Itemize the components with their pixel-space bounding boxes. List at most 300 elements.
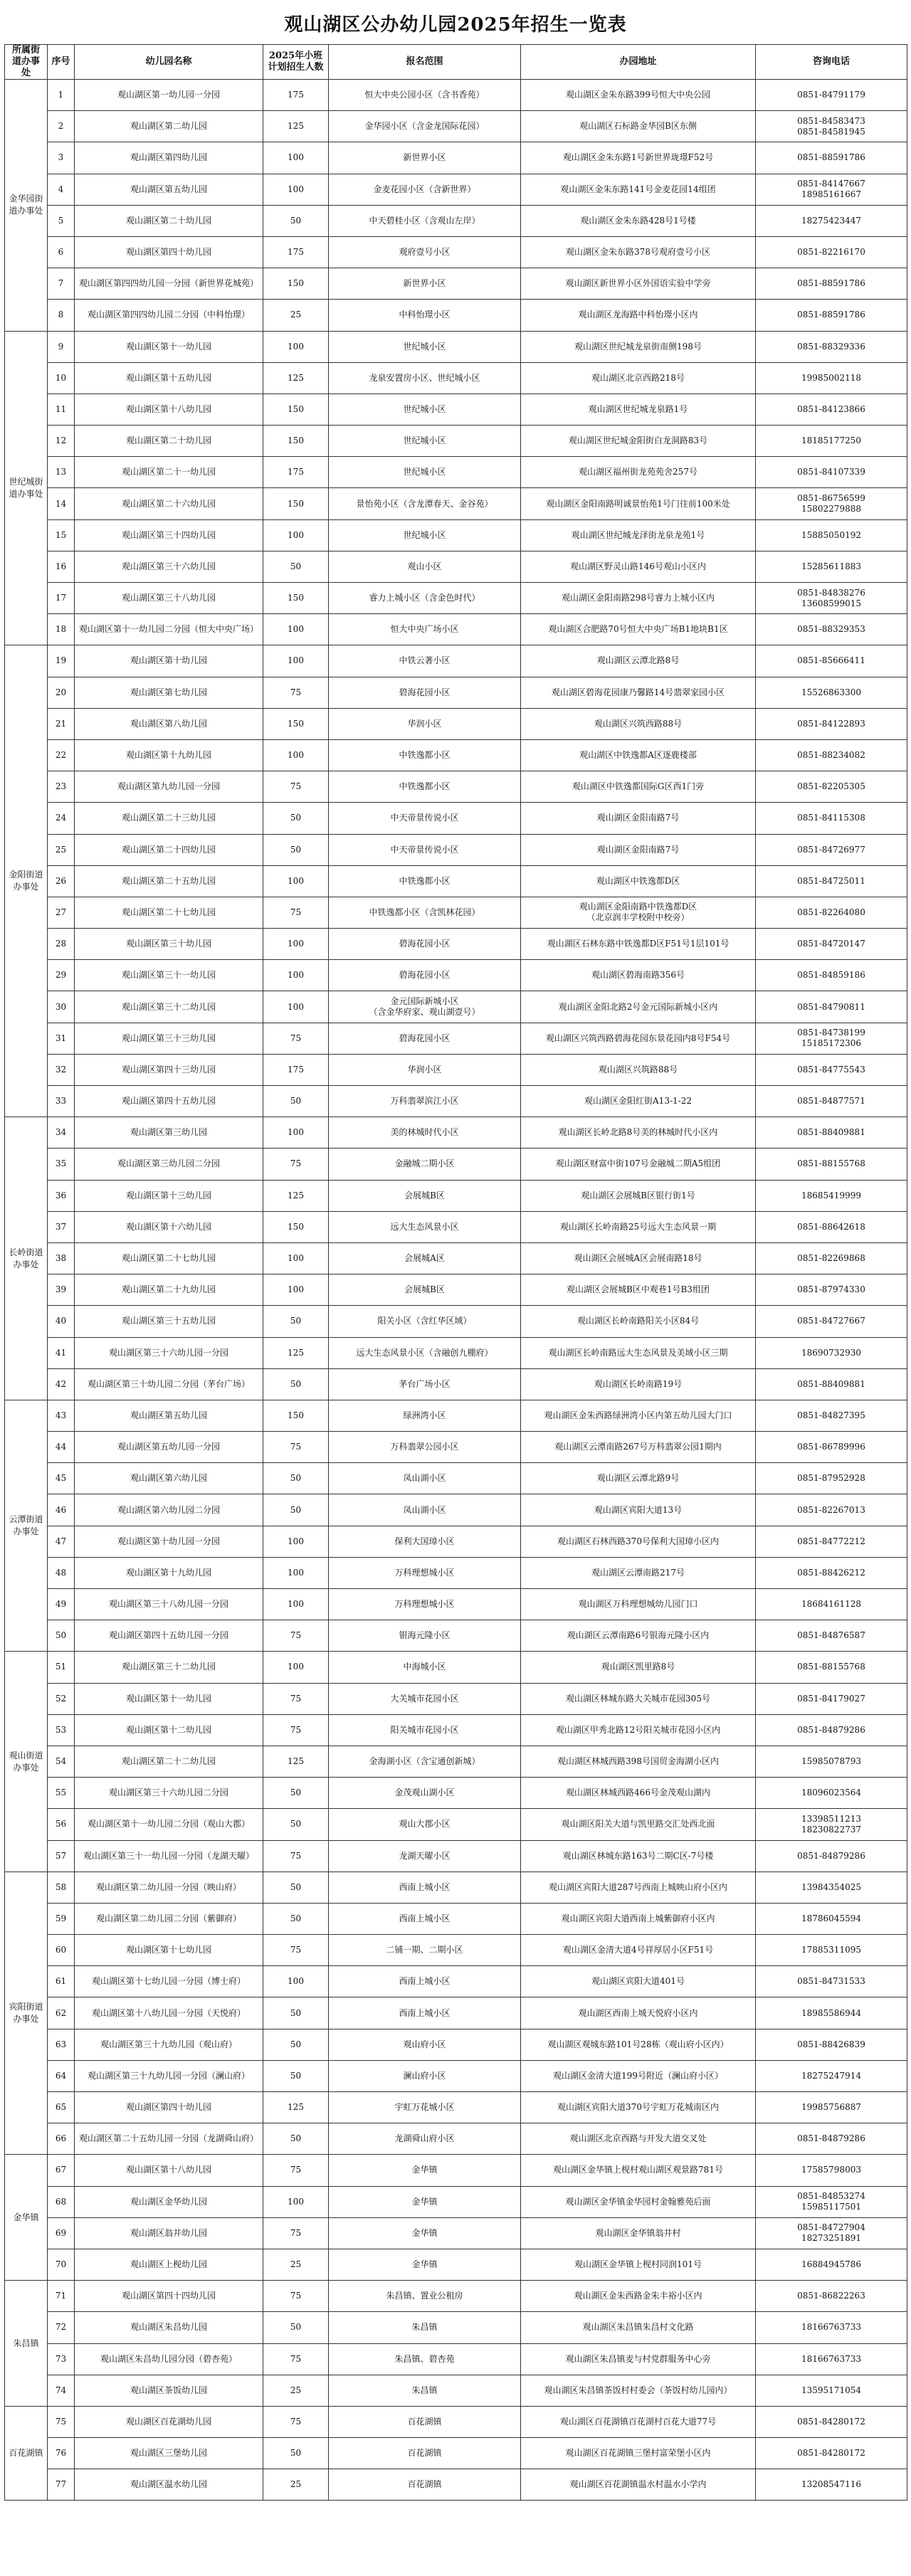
table-row: [5, 677, 907, 708]
row-number-cell: 59: [48, 1903, 75, 1934]
phone-cell: 18275423447: [756, 205, 907, 236]
table-row: [5, 362, 907, 394]
row-number-cell: 8: [48, 300, 75, 331]
row-number-cell: 19: [48, 645, 75, 677]
enrollment-range-cell: 美的林城时代小区: [329, 1117, 521, 1149]
kindergarten-name-cell: 观山湖区百花湖幼儿园: [75, 2406, 263, 2437]
row-number-cell: 13: [48, 457, 75, 488]
enrollment-range-cell: 万科理想城小区: [329, 1557, 521, 1588]
kindergarten-name-cell: 观山湖区第二十五幼儿园: [75, 865, 263, 897]
enrollment-plan-cell: 75: [263, 2281, 329, 2312]
enrollment-plan-cell: 50: [263, 1997, 329, 2029]
row-number-cell: 11: [48, 394, 75, 425]
enrollment-plan-cell: 175: [263, 80, 329, 111]
kindergarten-name-cell: 观山湖区第二十三幼儿园: [75, 803, 263, 834]
row-number-cell: 2: [48, 111, 75, 142]
table-row: [5, 960, 907, 991]
enrollment-range-cell: 世纪城小区: [329, 519, 521, 551]
kindergarten-name-cell: 观山湖区第三十六幼儿园: [75, 551, 263, 582]
address-cell: 观山湖区金朱西路金朱丰裕小区内: [521, 2281, 756, 2312]
kindergarten-name-cell: 观山湖区第三十六幼儿园一分园: [75, 1337, 263, 1368]
enrollment-range-cell: 中铁云著小区: [329, 645, 521, 677]
phone-cell: 0851-84790811: [756, 991, 907, 1023]
district-cell: 宾阳街道办事处: [5, 1872, 48, 2155]
kindergarten-name-cell: 观山湖区第十一幼儿园二分园（观山大郡）: [75, 1809, 263, 1840]
enrollment-plan-cell: 50: [263, 2123, 329, 2155]
table-row: [5, 865, 907, 897]
kindergarten-name-cell: 观山湖区第四十四幼儿园: [75, 2281, 263, 2312]
address-cell: 观山湖区云潭北路8号: [521, 645, 756, 677]
row-number-cell: 44: [48, 1432, 75, 1463]
row-number-cell: 69: [48, 2217, 75, 2249]
enrollment-plan-cell: 50: [263, 1809, 329, 1840]
address-cell: 观山湖区金阳红街A13-1-22: [521, 1086, 756, 1117]
kindergarten-name-cell: 观山湖区朱昌幼儿园: [75, 2312, 263, 2343]
table-row: [5, 1242, 907, 1274]
enrollment-range-cell: 金华镇: [329, 2217, 521, 2249]
kindergarten-name-cell: 观山湖区第八幼儿园: [75, 708, 263, 739]
phone-cell: 0851-86756599 15802279888: [756, 488, 907, 519]
col-header-phone: 咨询电话: [756, 45, 907, 80]
district-cell: 观山街道办事处: [5, 1652, 48, 1872]
enrollment-plan-cell: 75: [263, 897, 329, 928]
kindergarten-name-cell: 观山湖区第十七幼儿园一分园（博士府）: [75, 1966, 263, 1997]
kindergarten-name-cell: 观山湖区第十六幼儿园: [75, 1211, 263, 1242]
address-cell: 观山湖区会展城B区银行街1号: [521, 1180, 756, 1211]
phone-cell: 18684161128: [756, 1589, 907, 1620]
enrollment-plan-cell: 50: [263, 205, 329, 236]
table-row: [5, 771, 907, 803]
kindergarten-name-cell: 观山湖区第三十六幼儿园二分园: [75, 1778, 263, 1809]
phone-cell: 13398511213 18230822737: [756, 1809, 907, 1840]
col-header-plan: 2025年小班计划招生人数: [263, 45, 329, 80]
kindergarten-name-cell: 观山湖区朱昌幼儿园分园（碧杏苑）: [75, 2343, 263, 2375]
phone-cell: 0851-87952928: [756, 1463, 907, 1494]
enrollment-plan-cell: 150: [263, 394, 329, 425]
address-cell: 观山湖区碧海南路356号: [521, 960, 756, 991]
enrollment-plan-cell: 50: [263, 2029, 329, 2060]
address-cell: 观山湖区观城东路101号28栋（观山府小区内）: [521, 2029, 756, 2060]
kindergarten-name-cell: 观山湖区第十八幼儿园: [75, 2155, 263, 2186]
kindergarten-name-cell: 观山湖区第二十幼儿园: [75, 205, 263, 236]
row-number-cell: 10: [48, 362, 75, 394]
kindergarten-name-cell: 观山湖区第十一幼儿园: [75, 331, 263, 362]
kindergarten-name-cell: 观山湖区第二幼儿园一分园（映山府）: [75, 1872, 263, 1903]
table-row: [5, 2281, 907, 2312]
enrollment-plan-cell: 100: [263, 929, 329, 960]
phone-cell: 0851-88155768: [756, 1149, 907, 1180]
phone-cell: 0851-82264080: [756, 897, 907, 928]
table-row: [5, 142, 907, 174]
address-cell: 观山湖区宾阳大道287号西南上城映山府小区内: [521, 1872, 756, 1903]
phone-cell: 0851-88234082: [756, 739, 907, 771]
address-cell: 观山湖区长岭南路远大生态风景及美域小区三期: [521, 1337, 756, 1368]
kindergarten-name-cell: 观山湖区第六幼儿园二分园: [75, 1494, 263, 1526]
enrollment-plan-cell: 50: [263, 1778, 329, 1809]
enrollment-range-cell: 百花湖镇: [329, 2469, 521, 2501]
table-row: [5, 1652, 907, 1683]
table-row: [5, 2312, 907, 2343]
row-number-cell: 18: [48, 614, 75, 645]
phone-cell: 15285611883: [756, 551, 907, 582]
enrollment-plan-cell: 100: [263, 1966, 329, 1997]
row-number-cell: 16: [48, 551, 75, 582]
enrollment-range-cell: 龙湖天曜小区: [329, 1840, 521, 1872]
address-cell: 观山湖区朱昌镇麦与村党群服务中心旁: [521, 2343, 756, 2375]
kindergarten-name-cell: 观山湖区第二十七幼儿园: [75, 1242, 263, 1274]
kindergarten-name-cell: 观山湖区第十八幼儿园: [75, 394, 263, 425]
enrollment-plan-cell: 150: [263, 583, 329, 614]
address-cell: 观山湖区云潭南路6号银海元隆小区内: [521, 1620, 756, 1652]
kindergarten-name-cell: 观山湖区第二十七幼儿园: [75, 897, 263, 928]
table-row: [5, 2249, 907, 2280]
enrollment-range-cell: 新世界小区: [329, 268, 521, 300]
enrollment-plan-cell: 50: [263, 1903, 329, 1934]
enrollment-plan-cell: 75: [263, 1620, 329, 1652]
table-row: [5, 1086, 907, 1117]
enrollment-range-cell: 凤山湖小区: [329, 1463, 521, 1494]
phone-cell: 0851-84738199 15185172306: [756, 1023, 907, 1054]
phone-cell: 0851-88329336: [756, 331, 907, 362]
col-header-district: 所属街道办事处: [5, 45, 48, 80]
kindergarten-name-cell: 观山湖区第四四幼儿园一分园（新世界花城苑）: [75, 268, 263, 300]
enrollment-range-cell: 观山小区: [329, 551, 521, 582]
kindergarten-name-cell: 观山湖区第二十四幼儿园: [75, 834, 263, 865]
address-cell: 观山湖区会展城A区会展南路18号: [521, 1242, 756, 1274]
enrollment-range-cell: 宇虹万花城小区: [329, 2092, 521, 2123]
enrollment-plan-cell: 175: [263, 1054, 329, 1085]
row-number-cell: 62: [48, 1997, 75, 2029]
enrollment-plan-cell: 100: [263, 142, 329, 174]
district-cell: 金华镇: [5, 2155, 48, 2281]
enrollment-range-cell: 中铁逸都小区: [329, 771, 521, 803]
row-number-cell: 34: [48, 1117, 75, 1149]
table-row: [5, 1872, 907, 1903]
phone-cell: 19985002118: [756, 362, 907, 394]
phone-cell: 0851-84838276 13608599015: [756, 583, 907, 614]
table-row: [5, 519, 907, 551]
phone-cell: 0851-88426839: [756, 2029, 907, 2060]
enrollment-plan-cell: 75: [263, 1935, 329, 1966]
enrollment-plan-cell: 100: [263, 960, 329, 991]
enrollment-range-cell: 西南上城小区: [329, 1903, 521, 1934]
address-cell: 观山湖区凯里路8号: [521, 1652, 756, 1683]
enrollment-range-cell: 新世界小区: [329, 142, 521, 174]
row-number-cell: 7: [48, 268, 75, 300]
kindergarten-name-cell: 观山湖区第十八幼儿园一分园（天悦府）: [75, 1997, 263, 2029]
kindergarten-name-cell: 观山湖区第三幼儿园: [75, 1117, 263, 1149]
enrollment-range-cell: 中科怡璟小区: [329, 300, 521, 331]
phone-cell: 0851-84727904 18273251891: [756, 2217, 907, 2249]
enrollment-range-cell: 金融城二期小区: [329, 1149, 521, 1180]
table-row: [5, 1274, 907, 1306]
phone-cell: 0851-84280172: [756, 2406, 907, 2437]
enrollment-plan-cell: 75: [263, 2406, 329, 2437]
enrollment-plan-cell: 100: [263, 614, 329, 645]
table-row: [5, 803, 907, 834]
table-row: [5, 1683, 907, 1714]
phone-cell: 0851-84791179: [756, 80, 907, 111]
col-header-name: 幼儿园名称: [75, 45, 263, 80]
enrollment-range-cell: 金海湖小区（含宝通创新城）: [329, 1746, 521, 1777]
kindergarten-name-cell: 观山湖区上枧幼儿园: [75, 2249, 263, 2280]
table-row: [5, 1620, 907, 1652]
enrollment-range-cell: 碧海花园小区: [329, 1023, 521, 1054]
phone-cell: 15985078793: [756, 1746, 907, 1777]
kindergarten-name-cell: 观山湖区第十九幼儿园: [75, 1557, 263, 1588]
phone-cell: 16884945786: [756, 2249, 907, 2280]
address-cell: 观山湖区碧海花园康乃馨路14号翡翠家园小区: [521, 677, 756, 708]
phone-cell: 0851-84877571: [756, 1086, 907, 1117]
kindergarten-name-cell: 观山湖区第十一幼儿园: [75, 1683, 263, 1714]
enrollment-range-cell: 澜山府小区: [329, 2060, 521, 2091]
enrollment-range-cell: 会展城A区: [329, 1242, 521, 1274]
kindergarten-name-cell: 观山湖区第二幼儿园二分园（紫御府）: [75, 1903, 263, 1934]
enrollment-range-cell: 朱昌镇、置业公租房: [329, 2281, 521, 2312]
phone-cell: 0851-84107339: [756, 457, 907, 488]
table-row: [5, 1494, 907, 1526]
phone-cell: 0851-88409881: [756, 1368, 907, 1400]
row-number-cell: 1: [48, 80, 75, 111]
enrollment-plan-cell: 175: [263, 236, 329, 268]
row-number-cell: 33: [48, 1086, 75, 1117]
row-number-cell: 31: [48, 1023, 75, 1054]
row-number-cell: 70: [48, 2249, 75, 2280]
enrollment-range-cell: 银海元隆小区: [329, 1620, 521, 1652]
phone-cell: 0851-84853274 15985117501: [756, 2186, 907, 2217]
address-cell: 观山湖区朱昌镇茶饭村村委会（茶饭村幼儿园内）: [521, 2375, 756, 2406]
table-row: [5, 1432, 907, 1463]
row-number-cell: 17: [48, 583, 75, 614]
table-row: [5, 2375, 907, 2406]
phone-cell: 18275247914: [756, 2060, 907, 2091]
district-cell: 百花湖镇: [5, 2406, 48, 2501]
phone-cell: 0851-82205305: [756, 771, 907, 803]
table-row: [5, 488, 907, 519]
enrollment-range-cell: 西南上城小区: [329, 1872, 521, 1903]
address-cell: 观山湖区石标路金华园B区东侧: [521, 111, 756, 142]
row-number-cell: 39: [48, 1274, 75, 1306]
enrollment-range-cell: 万科理想城小区: [329, 1589, 521, 1620]
phone-cell: 17885311095: [756, 1935, 907, 1966]
enrollment-plan-cell: 75: [263, 1840, 329, 1872]
enrollment-plan-cell: 100: [263, 2186, 329, 2217]
row-number-cell: 52: [48, 1683, 75, 1714]
table-row: [5, 1337, 907, 1368]
row-number-cell: 48: [48, 1557, 75, 1588]
address-cell: 观山湖区福州街龙苑苑舍257号: [521, 457, 756, 488]
table-row: [5, 1778, 907, 1809]
address-cell: 观山湖区新世界小区外国语实验中学旁: [521, 268, 756, 300]
phone-cell: 0851-87974330: [756, 1274, 907, 1306]
enrollment-plan-cell: 25: [263, 2469, 329, 2501]
enrollment-range-cell: 中天帝景传说小区: [329, 834, 521, 865]
phone-cell: 0851-84147667 18985161667: [756, 174, 907, 205]
row-number-cell: 65: [48, 2092, 75, 2123]
enrollment-plan-cell: 75: [263, 1714, 329, 1746]
enrollment-plan-cell: 75: [263, 1149, 329, 1180]
row-number-cell: 45: [48, 1463, 75, 1494]
row-number-cell: 35: [48, 1149, 75, 1180]
enrollment-plan-cell: 100: [263, 331, 329, 362]
phone-cell: 17585798003: [756, 2155, 907, 2186]
address-cell: 观山湖区朱昌镇朱昌村文化路: [521, 2312, 756, 2343]
phone-cell: 0851-88591786: [756, 300, 907, 331]
address-cell: 观山湖区金阳南路明诚景怡苑1号门往前100米处: [521, 488, 756, 519]
table-row: [5, 300, 907, 331]
row-number-cell: 9: [48, 331, 75, 362]
row-number-cell: 42: [48, 1368, 75, 1400]
table-row: [5, 394, 907, 425]
row-number-cell: 41: [48, 1337, 75, 1368]
enrollment-range-cell: 碧海花园小区: [329, 929, 521, 960]
table-row: [5, 834, 907, 865]
address-cell: 观山湖区阳关大道与凯里路交汇处西北面: [521, 1809, 756, 1840]
address-cell: 观山湖区金阳南路7号: [521, 834, 756, 865]
phone-cell: 0851-84727667: [756, 1306, 907, 1337]
row-number-cell: 20: [48, 677, 75, 708]
enrollment-plan-cell: 100: [263, 991, 329, 1023]
enrollment-range-cell: 中天碧桂小区（含观山左岸）: [329, 205, 521, 236]
row-number-cell: 5: [48, 205, 75, 236]
row-number-cell: 24: [48, 803, 75, 834]
kindergarten-name-cell: 观山湖区第四十幼儿园: [75, 236, 263, 268]
enrollment-plan-cell: 150: [263, 1211, 329, 1242]
table-body: [5, 80, 907, 2501]
address-cell: 观山湖区石林东路中铁逸都D区F51号1层101号: [521, 929, 756, 960]
enrollment-plan-cell: 100: [263, 1242, 329, 1274]
enrollment-plan-cell: 50: [263, 1306, 329, 1337]
enrollment-plan-cell: 150: [263, 1400, 329, 1431]
table-row: [5, 708, 907, 739]
row-number-cell: 68: [48, 2186, 75, 2217]
enrollment-plan-cell: 100: [263, 1117, 329, 1149]
table-row: [5, 929, 907, 960]
enrollment-range-cell: 西南上城小区: [329, 1997, 521, 2029]
row-number-cell: 15: [48, 519, 75, 551]
enrollment-range-cell: 万科翡翠公园小区: [329, 1432, 521, 1463]
kindergarten-name-cell: 观山湖区三堡幼儿园: [75, 2438, 263, 2469]
address-cell: 观山湖区金阳北路2号金元国际新城小区内: [521, 991, 756, 1023]
enrollment-range-cell: 百花湖镇: [329, 2438, 521, 2469]
table-row: [5, 1714, 907, 1746]
kindergarten-name-cell: 观山湖区第三十九幼儿园一分园（澜山府）: [75, 2060, 263, 2091]
enrollment-range-cell: 金华镇: [329, 2249, 521, 2280]
table-row: [5, 1400, 907, 1431]
row-number-cell: 49: [48, 1589, 75, 1620]
table-header-row: [5, 45, 907, 80]
enrollment-range-cell: 金麦花园小区（含新世界）: [329, 174, 521, 205]
kindergarten-name-cell: 观山湖区第十七幼儿园: [75, 1935, 263, 1966]
enrollment-range-cell: 恒大中央公园小区（含书香苑）: [329, 80, 521, 111]
table-row: [5, 1023, 907, 1054]
table-row: [5, 1054, 907, 1085]
enrollment-plan-cell: 75: [263, 1023, 329, 1054]
table-row: [5, 739, 907, 771]
enrollment-plan-cell: 75: [263, 2155, 329, 2186]
address-cell: 观山湖区石林西路370号保利大国璋小区内: [521, 1526, 756, 1557]
table-row: [5, 2123, 907, 2155]
enrollment-plan-cell: 100: [263, 1589, 329, 1620]
address-cell: 观山湖区长岭南路阳关小区84号: [521, 1306, 756, 1337]
table-row: [5, 1180, 907, 1211]
enrollment-plan-cell: 100: [263, 739, 329, 771]
phone-cell: 0851-82267013: [756, 1494, 907, 1526]
phone-cell: 0851-84123866: [756, 394, 907, 425]
kindergarten-name-cell: 观山湖区第五幼儿园: [75, 174, 263, 205]
table-row: [5, 2092, 907, 2123]
address-cell: 观山湖区长岭南路25号远大生态风景一期: [521, 1211, 756, 1242]
enrollment-plan-cell: 50: [263, 1494, 329, 1526]
table-row: [5, 1526, 907, 1557]
address-cell: 观山湖区金朱东路399号恒大中央公园: [521, 80, 756, 111]
row-number-cell: 6: [48, 236, 75, 268]
row-number-cell: 3: [48, 142, 75, 174]
enrollment-plan-cell: 75: [263, 2217, 329, 2249]
enrollment-range-cell: 会展城B区: [329, 1274, 521, 1306]
kindergarten-name-cell: 观山湖区第十五幼儿园: [75, 362, 263, 394]
phone-cell: 0851-84772212: [756, 1526, 907, 1557]
enrollment-plan-cell: 50: [263, 1086, 329, 1117]
kindergarten-name-cell: 观山湖区第三十八幼儿园: [75, 583, 263, 614]
table-row: [5, 2343, 907, 2375]
row-number-cell: 12: [48, 426, 75, 457]
kindergarten-name-cell: 观山湖区第四十幼儿园: [75, 2092, 263, 2123]
enrollment-plan-cell: 50: [263, 1872, 329, 1903]
address-cell: 观山湖区云潭南路267号万科翡翠公园1期内: [521, 1432, 756, 1463]
row-number-cell: 21: [48, 708, 75, 739]
table-row: [5, 174, 907, 205]
address-cell: 观山湖区金清大道199号附近（澜山府小区）: [521, 2060, 756, 2091]
address-cell: 观山湖区林城东路163号二期C区-7号楼: [521, 1840, 756, 1872]
enrollment-range-cell: 西南上城小区: [329, 1966, 521, 1997]
kindergarten-name-cell: 观山湖区第三十五幼儿园: [75, 1306, 263, 1337]
phone-cell: 0851-84725011: [756, 865, 907, 897]
address-cell: 观山湖区金华镇上枧村观山湖区观景路781号: [521, 2155, 756, 2186]
district-cell: 云潭街道办事处: [5, 1400, 48, 1652]
row-number-cell: 60: [48, 1935, 75, 1966]
phone-cell: 0851-85666411: [756, 645, 907, 677]
table-row: [5, 2029, 907, 2060]
district-cell: 金阳街道办事处: [5, 645, 48, 1117]
row-number-cell: 36: [48, 1180, 75, 1211]
address-cell: 观山湖区云潭南路217号: [521, 1557, 756, 1588]
row-number-cell: 64: [48, 2060, 75, 2091]
enrollment-plan-cell: 125: [263, 362, 329, 394]
enrollment-range-cell: 中海城小区: [329, 1652, 521, 1683]
enrollment-plan-cell: 100: [263, 174, 329, 205]
kindergarten-name-cell: 观山湖区第二十幼儿园: [75, 426, 263, 457]
table-row: [5, 1935, 907, 1966]
row-number-cell: 54: [48, 1746, 75, 1777]
address-cell: 观山湖区金华镇金华园村金翰雅苑后面: [521, 2186, 756, 2217]
enrollment-range-cell: 观山府小区: [329, 2029, 521, 2060]
enrollment-range-cell: 恒大中央广场小区: [329, 614, 521, 645]
kindergarten-name-cell: 观山湖区第一幼儿园一分园: [75, 80, 263, 111]
row-number-cell: 46: [48, 1494, 75, 1526]
table-row: [5, 1463, 907, 1494]
table-row: [5, 1966, 907, 1997]
phone-cell: 19985756887: [756, 2092, 907, 2123]
kindergarten-name-cell: 观山湖区第三幼儿园二分园: [75, 1149, 263, 1180]
row-number-cell: 43: [48, 1400, 75, 1431]
kindergarten-name-cell: 观山湖区第二十九幼儿园: [75, 1274, 263, 1306]
address-cell: 观山湖区林城西路466号金茂观山湖内: [521, 1778, 756, 1809]
address-cell: 观山湖区中铁逸都D区: [521, 865, 756, 897]
address-cell: 观山湖区金朱东路141号金麦花园14组团: [521, 174, 756, 205]
row-number-cell: 38: [48, 1242, 75, 1274]
address-cell: 观山湖区中铁逸都A区逐鹿楼部: [521, 739, 756, 771]
